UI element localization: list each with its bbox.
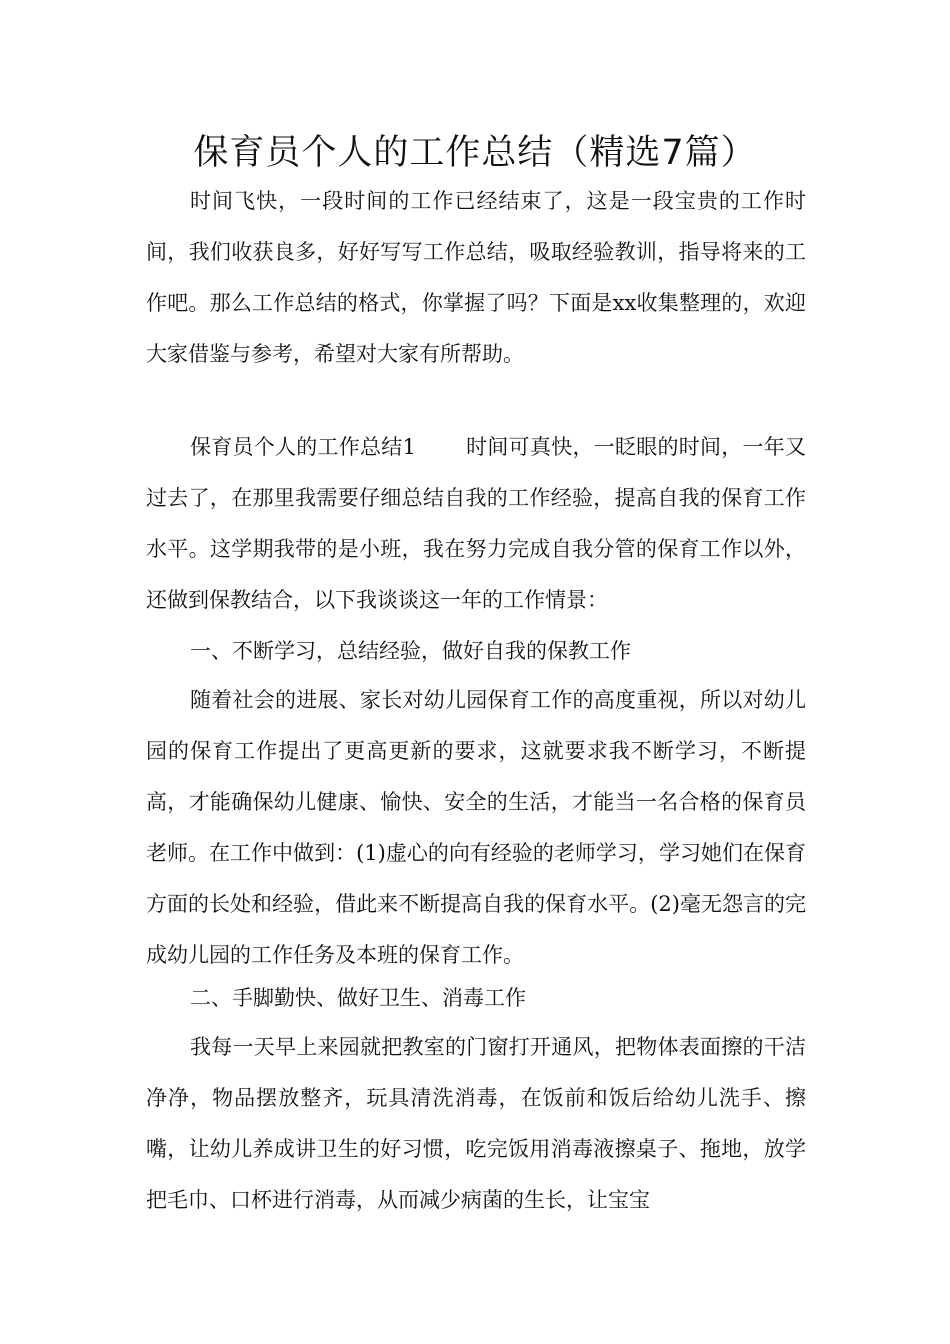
- point-2-heading: 二、手脚勤快、做好卫生、消毒工作: [190, 986, 526, 1010]
- section-1-opening: 时间可真快，一眨眼的时间，一年又过去了，在那里我需要仔细总结自我的工作经验，提高自我的保育工作水平。这学期我带的是小班，我在努力完成自我分管的保育工作以外，还做到保教结合，以下我谈谈这一年的工作情景：: [146, 435, 806, 612]
- section-1-paragraph: [146, 422, 806, 626]
- intro-paragraph: 时间飞快，一段时间的工作已经结束了，这是一段宝贵的工作时间，我们收获良多，好好写写工作总结，吸取经验教训，指导将来的工作吧。那么工作总结的格式，你掌握了吗？下面是xx收集整理的，欢迎大家借鉴与参考，希望对大家有所帮助。: [146, 189, 806, 366]
- point-2-paragraph: 我每一天早上来园就把教室的门窗打开通风，把物体表面擦的干洁净净，物品摆放整齐，玩具清洗消毒，在饭前和饭后给幼儿洗手、擦嘴，让幼儿养成讲卫生的好习惯，吃完饭用消毒液擦桌子、拖地，放学把毛巾、口杯进行消毒，从而减少病菌的生长，让宝宝: [146, 1035, 806, 1212]
- document-title: 保育员个人的工作总结（精选7篇）: [193, 133, 757, 173]
- point-1-paragraph: 随着社会的进展、家长对幼儿园保育工作的高度重视，所以对幼儿园的保育工作提出了更高更新的要求，这就要求我不断学习，不断提高，才能确保幼儿健康、愉快、安全的生活，才能当一名合格的保育员老师。在工作中做到：(1)虚心的向有经验的老师学习，学习她们在保育方面的长处和经验，借此来不断提高自我的保育水平。(2)毫无怨言的完成幼儿园的工作任务及本班的保育工作。: [146, 688, 806, 967]
- section-1-heading: 保育员个人的工作总结1: [190, 435, 416, 459]
- point-1-heading: 一、不断学习，总结经验，做好自我的保教工作: [190, 639, 631, 663]
